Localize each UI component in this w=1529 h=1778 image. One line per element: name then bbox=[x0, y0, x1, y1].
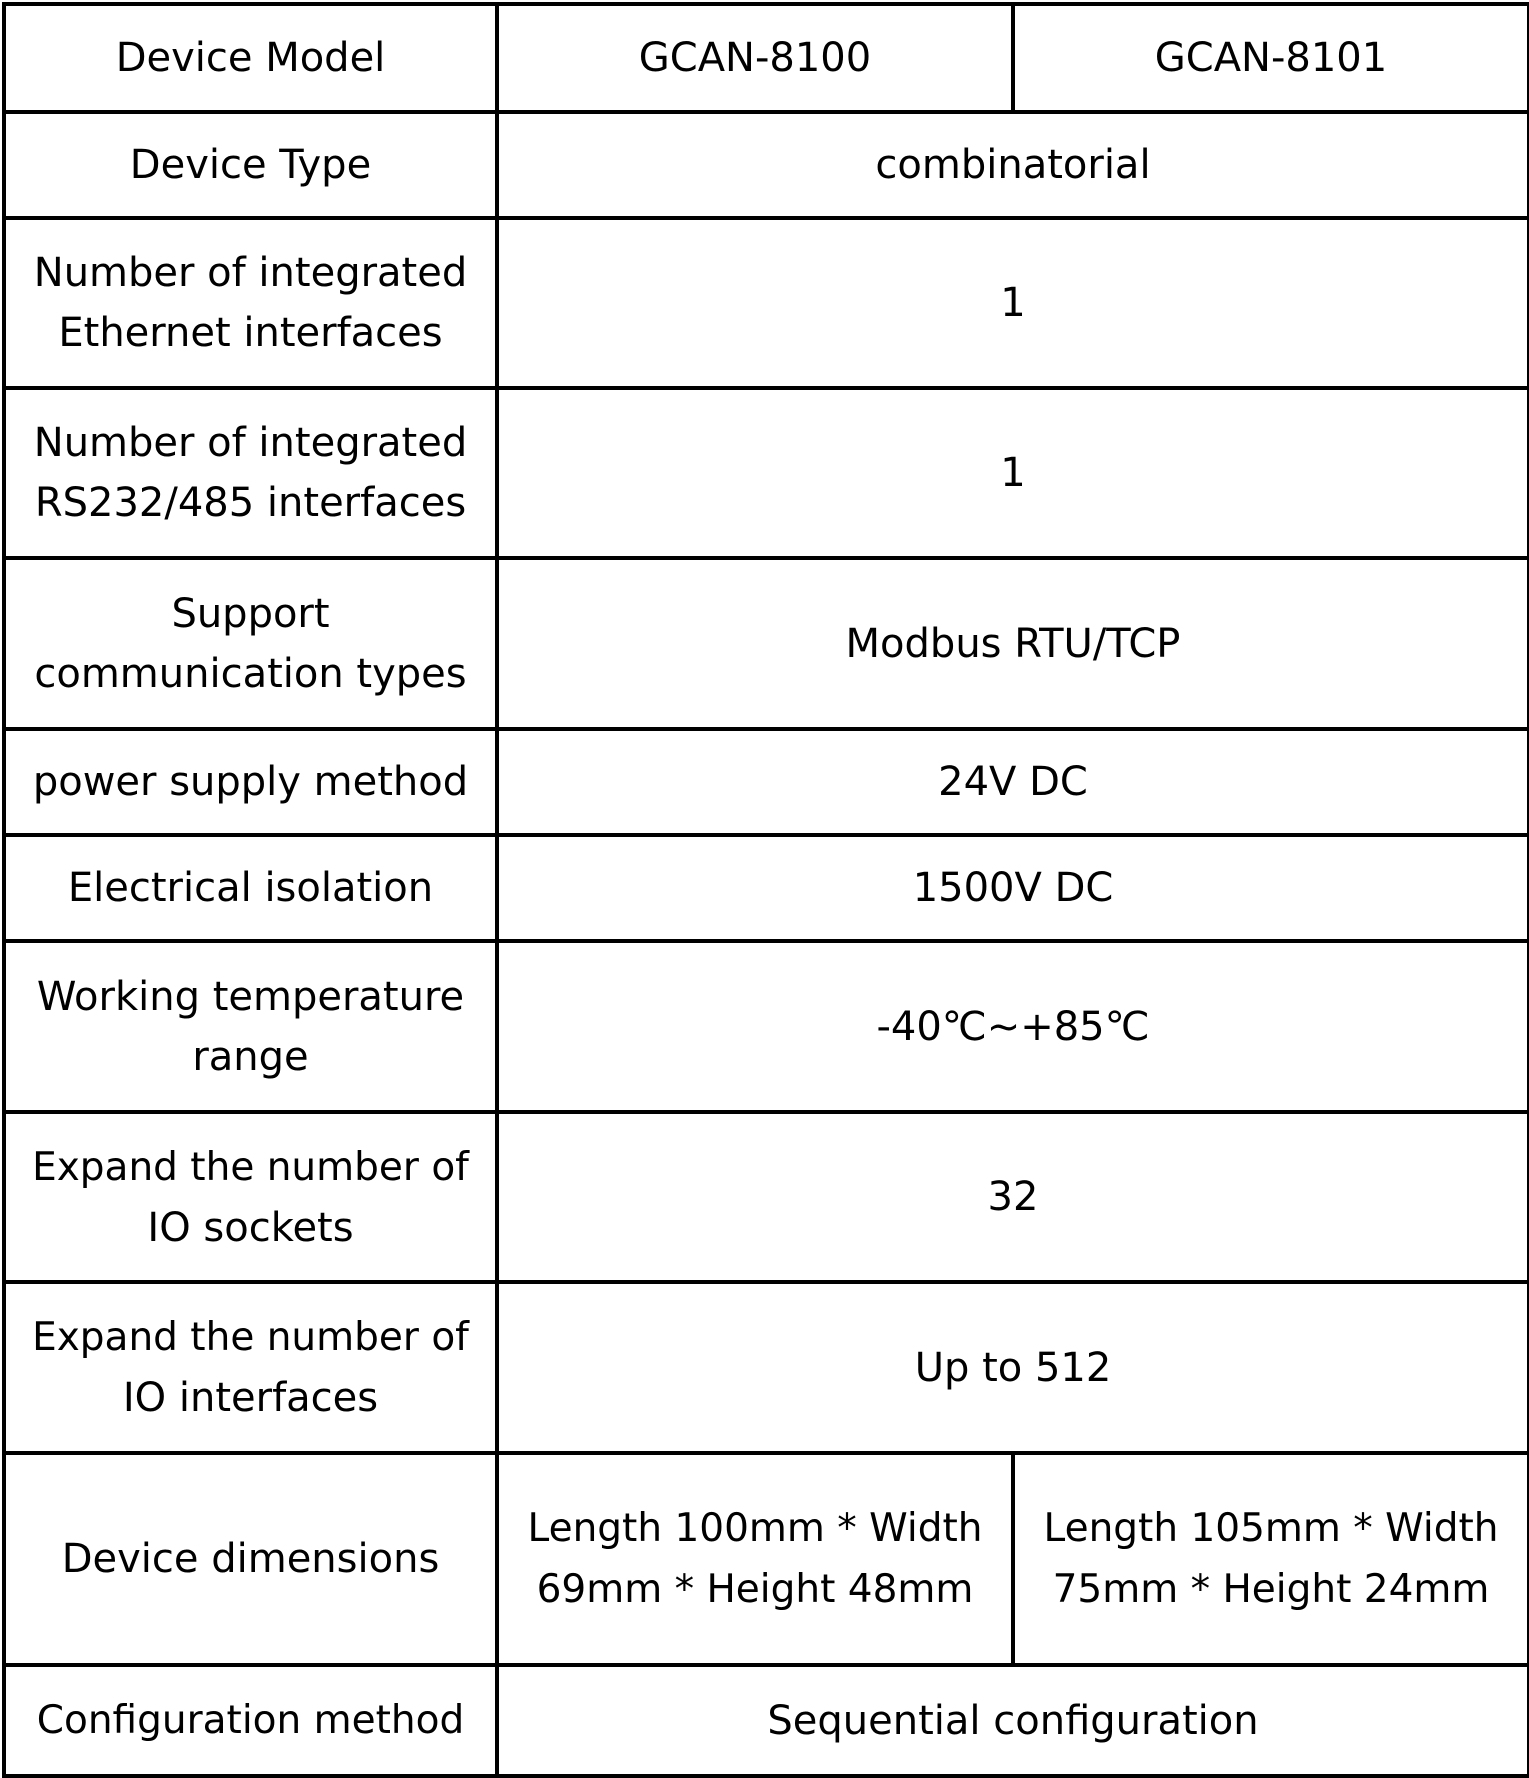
label-line: Working temperature bbox=[36, 973, 465, 1020]
value-working-temperature: -40℃~+85℃ bbox=[497, 941, 1529, 1112]
model-b: GCAN-8101 bbox=[1013, 4, 1529, 112]
label-line: RS232/485 interfaces bbox=[34, 480, 467, 526]
row-device-dimensions bbox=[4, 1453, 1529, 1665]
row-electrical-isolation bbox=[4, 835, 1529, 941]
value-device-type: combinatorial bbox=[497, 112, 1529, 218]
value-power-supply: 24V DC bbox=[497, 729, 1529, 835]
label-electrical-isolation: Electrical isolation bbox=[4, 835, 497, 941]
label-working-temperature bbox=[4, 941, 497, 1112]
row-power-supply bbox=[4, 729, 1529, 835]
row-io-sockets bbox=[4, 1112, 1529, 1282]
row-working-temperature bbox=[4, 941, 1529, 1112]
row-ethernet-interfaces bbox=[4, 218, 1529, 388]
value-line: Length 100mm * Width bbox=[527, 1506, 983, 1551]
value-configuration-method: Sequential configuration bbox=[497, 1665, 1529, 1776]
value-electrical-isolation: 1500V DC bbox=[497, 835, 1529, 941]
row-io-interfaces bbox=[4, 1282, 1529, 1453]
value-line: 75mm * Height 24mm bbox=[1052, 1567, 1490, 1612]
value-dimensions-a bbox=[497, 1453, 1013, 1665]
label-line: Expand the number of bbox=[32, 1144, 469, 1190]
value-line: Length 105mm * Width bbox=[1043, 1506, 1499, 1551]
label-power-supply: power supply method bbox=[4, 729, 497, 835]
value-rs232-interfaces: 1 bbox=[497, 388, 1529, 558]
label-line: Expand the number of bbox=[32, 1315, 469, 1360]
label-line: IO sockets bbox=[147, 1204, 354, 1251]
row-configuration-method bbox=[4, 1665, 1529, 1776]
label-line: Number of integrated bbox=[33, 250, 468, 296]
label-line: Ethernet interfaces bbox=[58, 310, 443, 356]
spec-table bbox=[2, 2, 1529, 1778]
label-io-sockets bbox=[4, 1112, 497, 1282]
row-rs232-interfaces bbox=[4, 388, 1529, 558]
label-device-dimensions: Device dimensions bbox=[4, 1453, 497, 1665]
value-communication-types: Modbus RTU/TCP bbox=[497, 558, 1529, 729]
label-rs232-interfaces bbox=[4, 388, 497, 558]
label-line: communication types bbox=[34, 650, 467, 697]
value-line: 69mm * Height 48mm bbox=[536, 1567, 974, 1612]
model-a: GCAN-8100 bbox=[497, 4, 1013, 112]
row-device-model bbox=[4, 4, 1529, 112]
row-communication-types bbox=[4, 558, 1529, 729]
label-io-interfaces bbox=[4, 1282, 497, 1453]
label-communication-types bbox=[4, 558, 497, 729]
label-ethernet-interfaces bbox=[4, 218, 497, 388]
value-ethernet-interfaces: 1 bbox=[497, 218, 1529, 388]
label-device-type: Device Type bbox=[4, 112, 497, 218]
label-device-model: Device Model bbox=[4, 4, 497, 112]
value-io-interfaces: Up to 512 bbox=[497, 1282, 1529, 1453]
label-line: range bbox=[192, 1033, 309, 1080]
value-io-sockets: 32 bbox=[497, 1112, 1529, 1282]
row-device-type bbox=[4, 112, 1529, 218]
label-configuration-method: Configuration method bbox=[4, 1665, 497, 1776]
label-line: IO interfaces bbox=[122, 1375, 379, 1421]
value-dimensions-b bbox=[1013, 1453, 1529, 1665]
label-line: Support bbox=[171, 590, 330, 637]
label-line: Number of integrated bbox=[33, 420, 468, 466]
